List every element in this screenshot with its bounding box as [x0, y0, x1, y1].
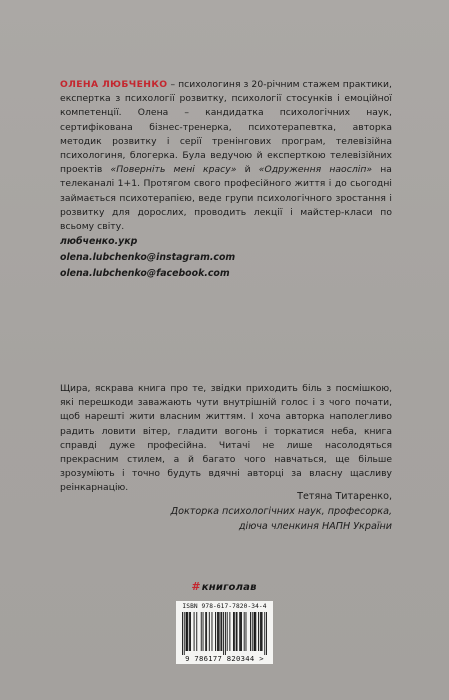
barcode-bar: [201, 612, 202, 651]
tv-show-2: «Одруження наосліп»: [258, 164, 373, 176]
author-links: [60, 234, 360, 282]
reviewer-title-2: діюча членкиня НАПН України: [238, 521, 392, 532]
barcode-bar: [236, 612, 237, 651]
barcode-bar: [215, 612, 216, 651]
barcode-bar: [254, 612, 255, 651]
barcode-bar: [255, 612, 256, 651]
author-name: ОЛЕНА ЛЮБЧЕНКО: [60, 79, 168, 90]
barcode-box: [176, 601, 273, 664]
barcode-bar: [233, 612, 234, 651]
barcode-bar: [209, 612, 210, 651]
barcode-bar: [239, 612, 240, 651]
barcode-bar: [246, 612, 247, 651]
barcode-bar: [258, 612, 259, 651]
reviewer-title-1: Докторка психологічних наук, професорка,: [170, 506, 392, 517]
barcode-bar: [227, 612, 228, 651]
barcode-bar: [266, 612, 267, 655]
bio-text-2: й: [236, 164, 259, 176]
barcode-image: [182, 612, 267, 655]
barcode-bar: [218, 612, 219, 651]
publisher-name: книголав: [201, 582, 257, 593]
barcode-bar: [189, 612, 190, 651]
barcode-bar: [190, 612, 191, 651]
barcode-bar: [212, 612, 213, 651]
barcode-bar: [184, 612, 185, 655]
barcode-bar: [240, 612, 241, 651]
barcode-bar: [250, 612, 251, 651]
barcode-bar: [260, 612, 261, 651]
barcode-digits: 9 786177 820344 >: [185, 654, 264, 663]
author-bio: [60, 78, 392, 234]
barcode-bar: [221, 612, 222, 651]
website-link[interactable]: любченко.укр: [60, 236, 138, 247]
reviewer-name: Тетяна Титаренко,: [297, 491, 392, 502]
barcode-bar: [261, 612, 262, 651]
barcode-bar: [223, 612, 224, 655]
barcode-bar: [264, 612, 265, 655]
facebook-link[interactable]: olena.lubchenko@facebook.com: [60, 268, 230, 279]
barcode-bar: [182, 612, 183, 655]
publisher-logo: [174, 580, 274, 593]
barcode-bar: [196, 612, 197, 651]
hashtag-icon: #: [191, 580, 201, 593]
barcode-bar: [254, 612, 255, 651]
barcode-bar: [229, 612, 230, 651]
barcode-bar: [187, 612, 188, 651]
barcode-bar: [186, 612, 187, 651]
barcode-bar: [186, 612, 187, 651]
barcode-bar: [203, 612, 204, 651]
barcode-bar: [219, 612, 220, 651]
barcode-bar: [206, 612, 207, 651]
barcode-bar: [234, 612, 235, 651]
bio-text-1: – психологиня з 20-річним стажем практики, експертка з психології розвитку, психології стосунків і емоційної компетенції. Олена – кандидатка психологічних наук, сертифікована бізнес-тренерка, психотерапевтка, авторка методик розвитку і серії тренінгових програм, телевізійна психологиня, блогерка. Була ведучою й експерткою телевізійних проектів: [60, 79, 393, 176]
barcode-bar: [225, 612, 226, 655]
barcode-bar: [262, 612, 263, 651]
barcode-bar: [237, 612, 238, 651]
barcode-bar: [244, 612, 245, 651]
barcode-bar: [194, 612, 195, 651]
review-signature: [72, 489, 392, 534]
barcode-bar: [241, 612, 242, 651]
instagram-link[interactable]: olena.lubchenko@instagram.com: [60, 252, 236, 263]
barcode-bar: [205, 612, 206, 651]
tv-show-1: «Поверніть мені красу»: [110, 164, 237, 176]
barcode-bar: [217, 612, 218, 651]
review-quote: Щира, яскрава книга про те, звідки приходить біль з посмішкою, які перешкоди заважають чути внутрішній голос і з чого почати, щоб нарешті жити власним життям. І хоча авторка наполегливо радить ловити вітер, гладити вогонь і торкатися неба, книга справді дуже професійна. Читачі не лише насолодяться прекрасним стилем, а й багато чого навчаться, ще більше зрозуміють і точно будуть вдячні авторці за власну щасливу реінкарнацію.: [60, 383, 392, 494]
barcode-bar: [220, 612, 221, 651]
bio-text-3: на телеканалі 1+1. Протягом свого професійного життя і до сьогодні займається психотерапією, веде групи психологічного зростання і розвитку для дорослих, проводить лекції і майстер-класи по всьому світу.: [60, 164, 392, 233]
isbn-text: ISBN 978-617-7820-34-4: [182, 603, 267, 610]
barcode-bar: [252, 612, 253, 651]
